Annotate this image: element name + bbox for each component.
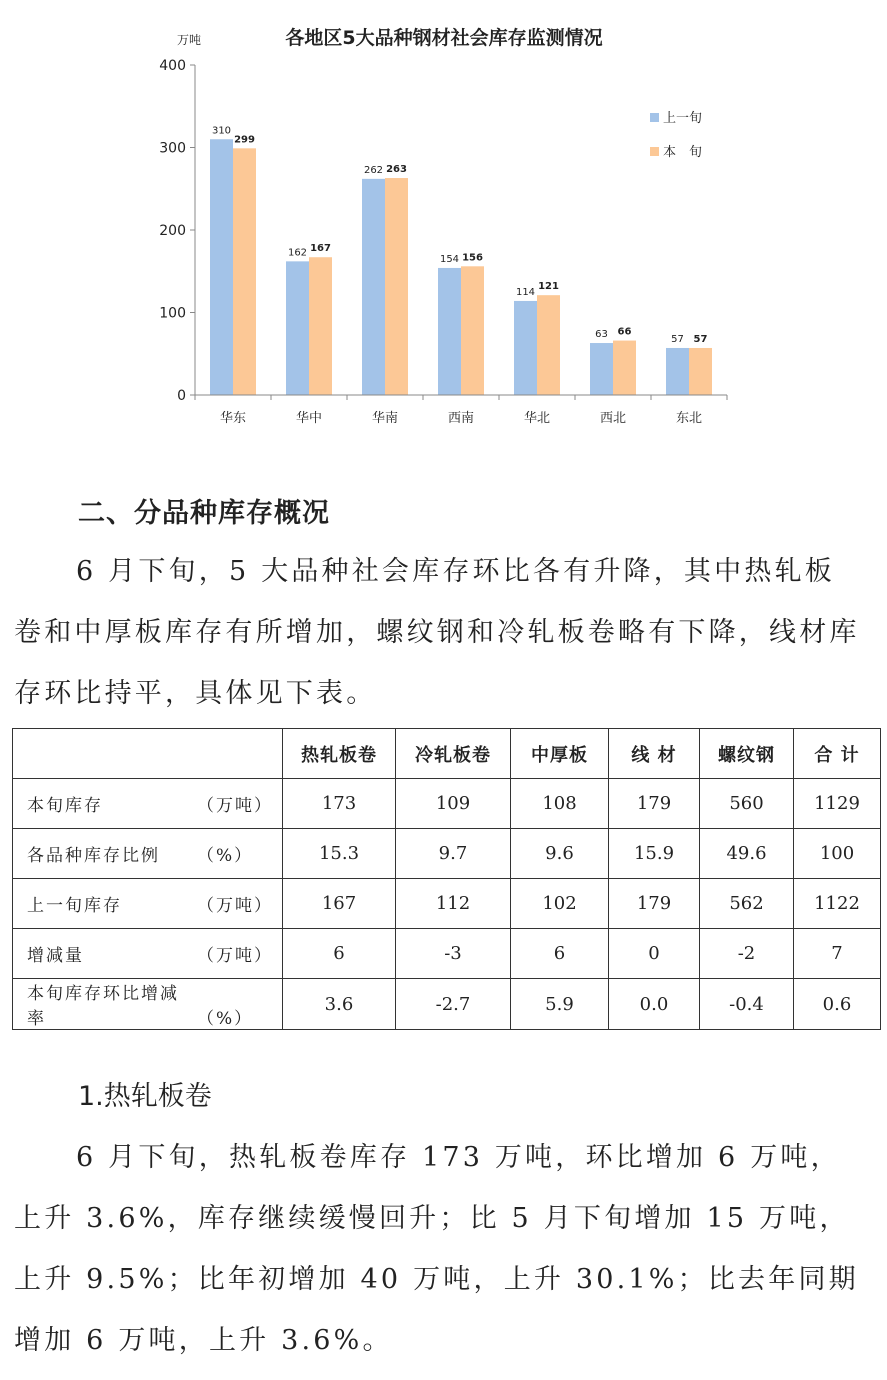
data-label: 66 [617,326,632,338]
x-tick-label: 西北 [599,411,627,426]
legend [650,111,702,160]
table-cell: -0.4 [700,979,794,1030]
table-cell: -2 [700,929,794,979]
table-cell: 6 [511,929,609,979]
row-label [13,779,283,829]
section-heading-hot-rolled: 1.热轧板卷 [78,1081,212,1112]
paragraph-hot-rolled: 6 月下旬，热轧板卷库存 173 万吨，环比增加 6 万吨，上升 3.6%，库存继续缓慢回升；比 5 月下旬增加 15 万吨，上升 9.5%；比年初增加 40 万吨，上升 30.1%；比去年同期增加 6 万吨，上升 3.6%。 [14,1142,859,1356]
data-label: 154 [439,253,460,265]
bar [514,301,537,395]
x-tick-label: 东北 [675,411,703,426]
data-label: 299 [234,134,255,146]
y-tick-label: 400 [159,58,186,74]
table-row [13,979,881,1030]
row-unit: （%） [197,846,254,866]
table-cell: 112 [396,879,511,929]
bar [590,343,613,395]
bar [286,261,309,395]
table-cell: 15.3 [283,829,396,879]
row-label-text: 本旬库存 [27,796,103,816]
table-cell: 179 [609,779,700,829]
header-cell: 冷轧板卷 [396,729,511,779]
table-cell: 5.9 [511,979,609,1030]
header-cell: 螺纹钢 [700,729,794,779]
bar [689,348,712,395]
row-label [13,979,283,1030]
bar [362,179,385,395]
data-label: 121 [538,281,559,293]
row-label-text: 各品种库存比例 [27,846,160,866]
bar [438,268,461,395]
table-cell: 109 [396,779,511,829]
legend-label: 本 旬 [663,145,703,160]
bar [537,295,560,395]
y-axis [159,58,195,404]
data-label: 57 [671,333,684,345]
x-tick-label: 华东 [219,411,247,426]
data-label: 114 [515,286,536,298]
chart-title: 各地区5大品种钢材社会库存监测情况 [285,27,603,49]
legend-swatch [650,147,659,156]
row-label-text: 上一旬库存 [27,896,122,916]
table-header-row [13,729,881,779]
table-cell: 49.6 [700,829,794,879]
table-cell: 1129 [794,779,881,829]
table-row [13,779,881,829]
header-cell [13,729,283,779]
row-label [13,929,283,979]
table-cell: 102 [511,879,609,929]
inventory-table [12,728,881,1030]
table-cell: 15.9 [609,829,700,879]
header-cell: 热轧板卷 [283,729,396,779]
data-label: 63 [595,329,608,341]
table-cell: 6 [283,929,396,979]
data-label: 262 [363,164,384,176]
row-unit: （%） [197,1009,254,1029]
x-tick-label: 华中 [295,411,323,426]
section-heading-by-variety: 二、分品种库存概况 [78,498,330,529]
bar [613,341,636,395]
regional-inventory-chart [0,0,887,440]
header-cell: 合 计 [794,729,881,779]
table-cell: 0 [609,929,700,979]
table-row [13,829,881,879]
table-cell: 108 [511,779,609,829]
table-cell: 100 [794,829,881,879]
row-unit: （万吨） [197,796,273,816]
x-tick-label: 西南 [447,411,475,426]
table-cell: 179 [609,879,700,929]
header-cell: 中厚板 [511,729,609,779]
y-tick-label: 300 [159,140,186,157]
table-cell: 167 [283,879,396,929]
bar [233,148,256,395]
bar [210,139,233,395]
table-cell: 173 [283,779,396,829]
table-cell: -2.7 [396,979,511,1030]
table-row [13,879,881,929]
table-cell: 9.7 [396,829,511,879]
data-label: 57 [693,333,708,345]
data-label: 263 [386,164,407,176]
table-cell: 3.6 [283,979,396,1030]
x-tick-label: 华北 [523,411,551,426]
bar [461,266,484,395]
table-cell: 7 [794,929,881,979]
legend-label: 上一旬 [663,111,703,126]
table-cell: 9.6 [511,829,609,879]
row-label [13,829,283,879]
table-cell: 0.0 [609,979,700,1030]
x-axis [195,395,727,426]
paragraph-by-variety-summary: 6 月下旬，5 大品种社会库存环比各有升降，其中热轧板卷和中厚板库存有所增加，螺纹钢和冷轧板卷略有下降，线材库存环比持平，具体见下表。 [14,556,860,709]
table-cell: 560 [700,779,794,829]
row-unit: （万吨） [197,946,273,966]
data-label: 162 [287,247,308,259]
bar [309,257,332,395]
row-label-text: 增减量 [27,946,84,966]
data-label: 167 [310,243,331,255]
bar [666,348,689,395]
y-tick-label: 0 [177,388,186,404]
y-axis-unit-label: 万吨 [176,33,202,47]
data-label: 310 [211,125,232,137]
table-cell: -3 [396,929,511,979]
bar [385,178,408,395]
row-label-text: 本旬库存环比增减率 [27,984,179,1029]
header-cell: 线 材 [609,729,700,779]
table-row [13,929,881,979]
data-label: 156 [462,252,483,264]
row-label [13,879,283,929]
legend-swatch [650,113,659,122]
y-tick-label: 200 [159,223,186,239]
y-tick-label: 100 [159,305,186,322]
bars-group [210,125,712,395]
table-cell: 1122 [794,879,881,929]
row-unit: （万吨） [197,896,273,916]
table-cell: 0.6 [794,979,881,1030]
x-tick-label: 华南 [371,411,399,426]
table-cell: 562 [700,879,794,929]
